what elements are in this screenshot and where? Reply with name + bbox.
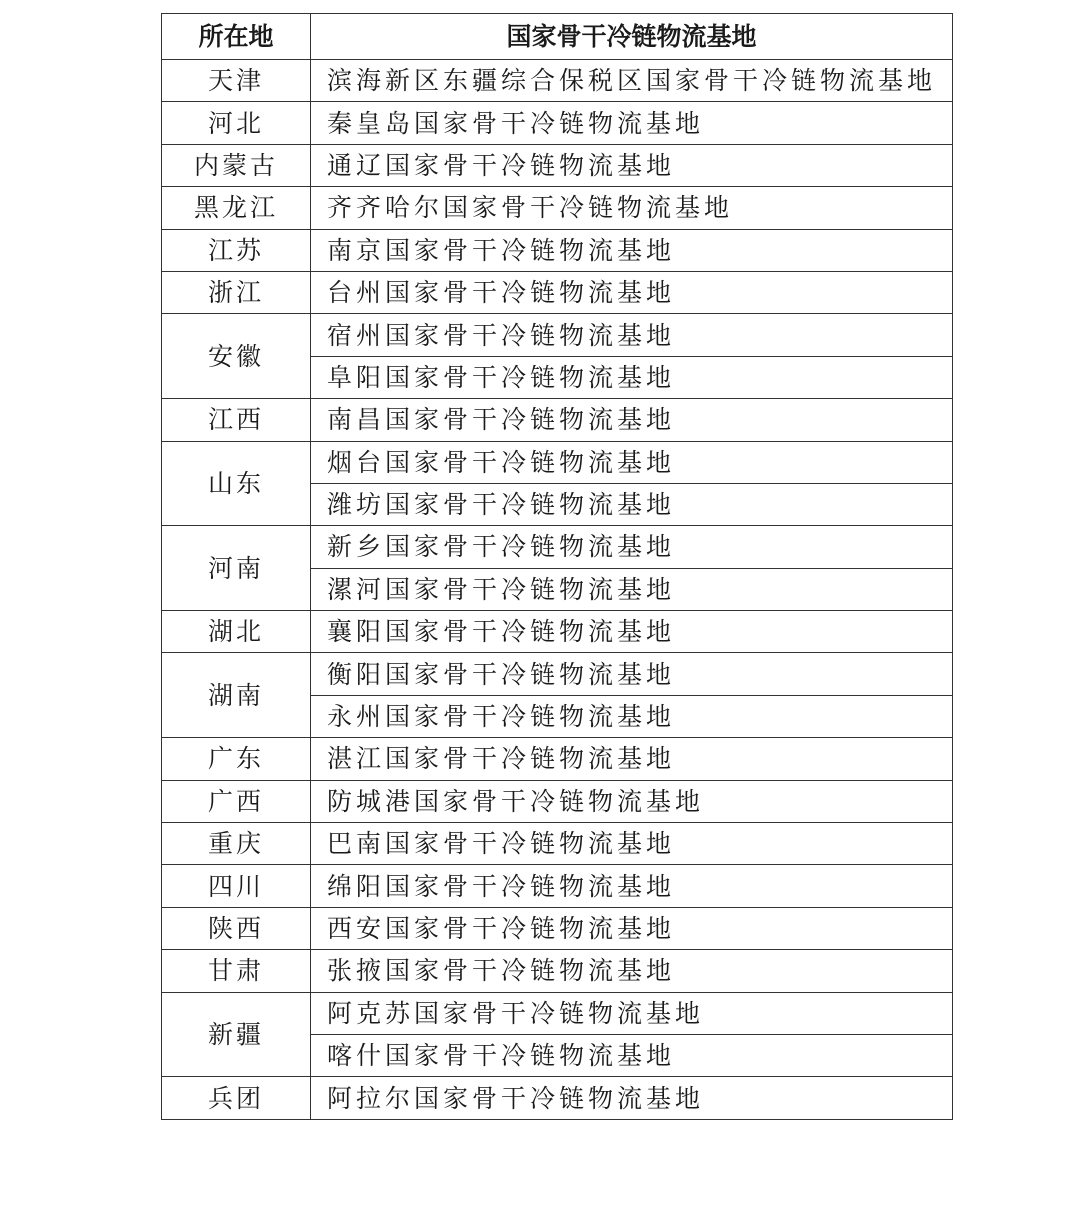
province-cell: 内蒙古 <box>162 144 311 186</box>
base-cell: 台州国家骨干冷链物流基地 <box>311 271 953 313</box>
province-cell: 广东 <box>162 738 311 780</box>
base-cell: 新乡国家骨干冷链物流基地 <box>311 526 953 568</box>
base-cell: 巴南国家骨干冷链物流基地 <box>311 823 953 865</box>
base-cell: 通辽国家骨干冷链物流基地 <box>311 144 953 186</box>
base-cell: 齐齐哈尔国家骨干冷链物流基地 <box>311 187 953 229</box>
header-row <box>162 14 953 60</box>
table-row <box>162 526 953 568</box>
base-cell: 宿州国家骨干冷链物流基地 <box>311 314 953 356</box>
base-cell: 防城港国家骨干冷链物流基地 <box>311 780 953 822</box>
province-cell: 陕西 <box>162 907 311 949</box>
base-cell: 绵阳国家骨干冷链物流基地 <box>311 865 953 907</box>
province-cell: 兵团 <box>162 1077 311 1119</box>
base-cell: 喀什国家骨干冷链物流基地 <box>311 1034 953 1076</box>
base-cell: 滨海新区东疆综合保税区国家骨干冷链物流基地 <box>311 60 953 102</box>
province-cell: 河南 <box>162 526 311 611</box>
table-row <box>162 187 953 229</box>
header-base: 国家骨干冷链物流基地 <box>311 14 953 60</box>
province-cell: 湖北 <box>162 611 311 653</box>
province-cell: 天津 <box>162 60 311 102</box>
table-row <box>162 738 953 780</box>
table-row <box>162 780 953 822</box>
table-row <box>162 611 953 653</box>
base-cell: 烟台国家骨干冷链物流基地 <box>311 441 953 483</box>
table-row <box>162 992 953 1034</box>
province-cell: 广西 <box>162 780 311 822</box>
province-cell: 黑龙江 <box>162 187 311 229</box>
province-cell: 浙江 <box>162 271 311 313</box>
province-cell: 甘肃 <box>162 950 311 992</box>
province-cell: 安徽 <box>162 314 311 399</box>
table-row <box>162 60 953 102</box>
base-cell: 阜阳国家骨干冷链物流基地 <box>311 356 953 398</box>
province-cell: 山东 <box>162 441 311 526</box>
table-header <box>162 14 953 60</box>
cold-chain-base-table <box>161 13 953 1120</box>
table-row <box>162 907 953 949</box>
base-cell: 南京国家骨干冷链物流基地 <box>311 229 953 271</box>
table-row <box>162 229 953 271</box>
table-row <box>162 399 953 441</box>
province-cell: 重庆 <box>162 823 311 865</box>
base-cell: 阿克苏国家骨干冷链物流基地 <box>311 992 953 1034</box>
header-location: 所在地 <box>162 14 311 60</box>
table-row <box>162 102 953 144</box>
base-cell: 永州国家骨干冷链物流基地 <box>311 695 953 737</box>
table-body <box>162 60 953 1120</box>
province-cell: 湖南 <box>162 653 311 738</box>
province-cell: 江苏 <box>162 229 311 271</box>
base-cell: 南昌国家骨干冷链物流基地 <box>311 399 953 441</box>
table-row <box>162 823 953 865</box>
base-cell: 衡阳国家骨干冷链物流基地 <box>311 653 953 695</box>
table-row <box>162 1077 953 1119</box>
table-row <box>162 950 953 992</box>
base-cell: 襄阳国家骨干冷链物流基地 <box>311 611 953 653</box>
province-cell: 四川 <box>162 865 311 907</box>
table-row <box>162 271 953 313</box>
province-cell: 河北 <box>162 102 311 144</box>
base-cell: 潍坊国家骨干冷链物流基地 <box>311 483 953 525</box>
table-row <box>162 314 953 356</box>
table-row <box>162 441 953 483</box>
table-row <box>162 653 953 695</box>
province-cell: 江西 <box>162 399 311 441</box>
base-cell: 秦皇岛国家骨干冷链物流基地 <box>311 102 953 144</box>
base-cell: 湛江国家骨干冷链物流基地 <box>311 738 953 780</box>
base-cell: 西安国家骨干冷链物流基地 <box>311 907 953 949</box>
table-row <box>162 865 953 907</box>
base-cell: 漯河国家骨干冷链物流基地 <box>311 568 953 610</box>
table-row <box>162 144 953 186</box>
base-cell: 张掖国家骨干冷链物流基地 <box>311 950 953 992</box>
base-cell: 阿拉尔国家骨干冷链物流基地 <box>311 1077 953 1119</box>
province-cell: 新疆 <box>162 992 311 1077</box>
